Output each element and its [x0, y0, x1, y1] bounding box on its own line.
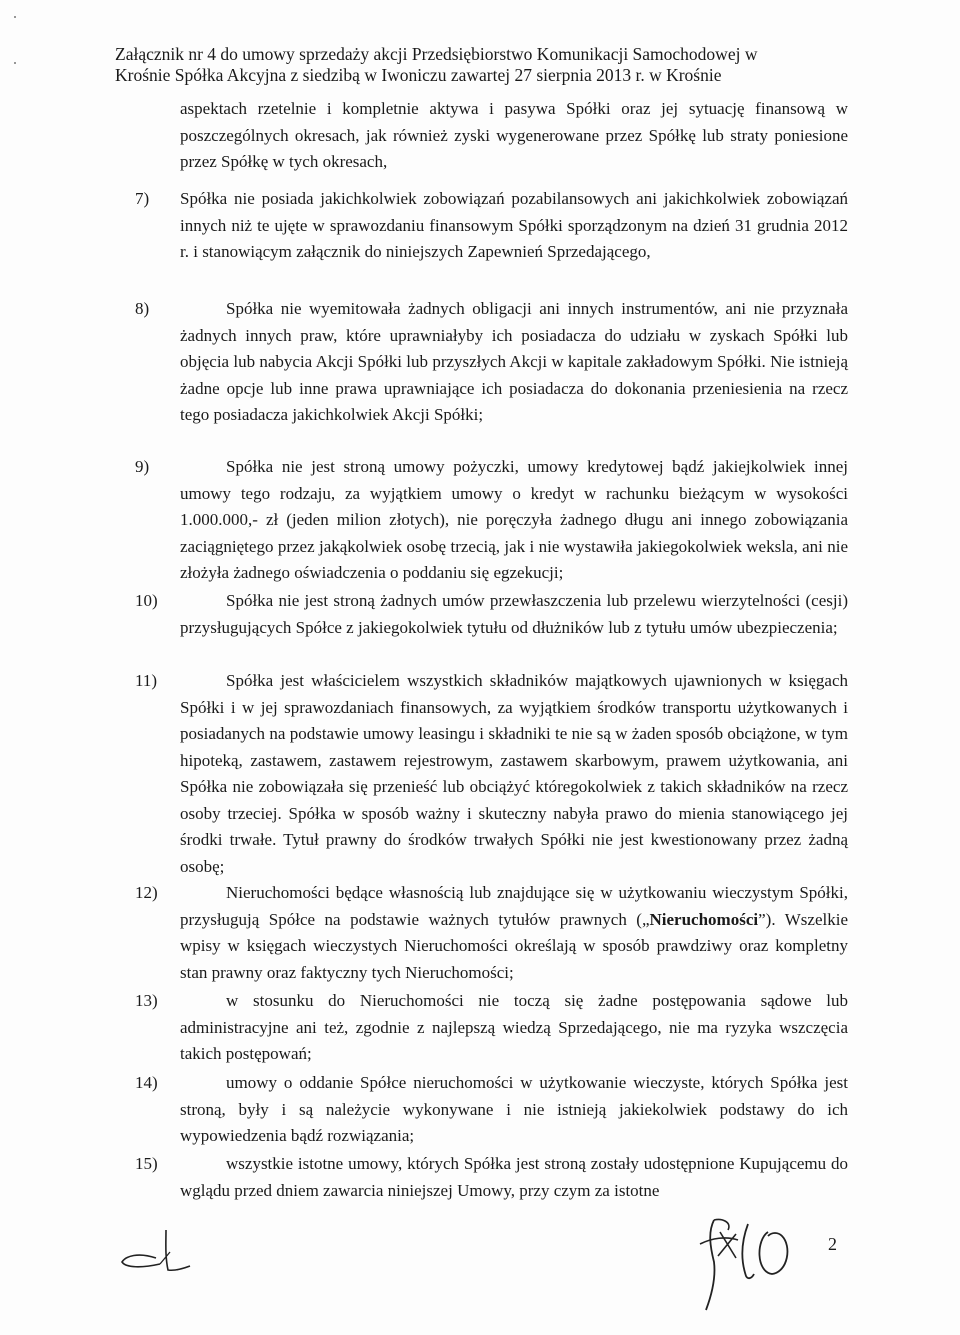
item-number: 13): [135, 991, 158, 1010]
list-item: [180, 296, 848, 429]
header-line-2: Krośnie Spółka Akcyjna z siedzibą w Iwoniczu zawartej 27 sierpnia 2013 r. w Krośnie: [115, 65, 722, 85]
item-number: 14): [135, 1073, 158, 1092]
scan-speck: [14, 62, 16, 64]
handwritten-signature-right: [692, 1210, 814, 1315]
defined-term: Nieruchomości: [649, 909, 759, 929]
list-item: [180, 186, 848, 266]
item-text: Spółka nie jest stroną umowy pożyczki, umowy kredytowej bądź jakiejkolwiek innej umowy tego rodzaju, za wyjątkiem umowy o kredyt w rachunku bieżącym w wysokości 1.000.000,- zł (jeden milion złotych), nie poręczyła żadnego długu ani innego zobowiązania zaciągniętego przez jakąkolwiek osobę trzecią, jak i nie wystawiła jakiegokolwiek weksla, ani nie złożyła żadnego oświadczenia o poddaniu się egzekucji;: [180, 457, 848, 582]
page-number: 2: [828, 1234, 837, 1254]
intro-paragraph: aspektach rzetelnie i kompletnie aktywa i pasywa Spółki oraz jej sytuację finansową w poszczególnych okresach, jak również zyski wygenerowane przez Spółkę lub straty poniesione przez Spółkę w tych okresach,: [180, 99, 848, 171]
handwritten-initial-left: [108, 1222, 208, 1278]
item-text-before: Nieruchomości będące własnością lub znajdujące się w użytkowaniu wieczystym Spółki, przysługują Spółce na podstawie ważnych tytułów prawnych („: [180, 883, 848, 929]
item-text: Spółka nie jest stroną żadnych umów przewłaszczenia lub przelewu wierzytelności (cesji) przysługujących Spółce z jakiegokolwiek tytułu od dłużników lub z tytułu umów ubezpieczenia;: [180, 591, 848, 637]
item-number: 7): [135, 189, 150, 208]
scan-speck: [14, 16, 16, 18]
list-item: [180, 988, 848, 1068]
item-number: 15): [135, 1154, 158, 1173]
item-number: 11): [135, 671, 158, 690]
list-item: [180, 880, 848, 986]
list-item: [180, 1151, 848, 1204]
list-item: [180, 454, 848, 587]
item-text-after: ”). Wszelkie wpisy w księgach wieczystych Nieruchomości określają w sposób prawdziwy oraz kompletny stan prawny oraz faktyczny tych Nieruchomości;: [180, 909, 848, 982]
item-text: umowy o oddanie Spółce nieruchomości w użytkowanie wieczyste, których Spółka jest stroną, były i są należycie wykonywane i nie istnieją jakiekolwiek podstawy do ich wypowiedzenia bądź rozwiązania;: [180, 1073, 848, 1145]
item-text: Spółka nie wyemitowała żadnych obligacji ani innych instrumentów, ani nie przyznała żadnych innych praw, które uprawniałyby ich posiadacza do udziału w zyskach Spółki lub objęcia lub nabycia Akcji Spółki lub przyszłych Akcji w kapitale zakładowym Spółki. Nie istnieją żadne opcje lub inne prawa uprawniające ich posiadacza do dokonania przeniesienia na rzecz tego posiadacza jakichkolwiek Akcji Spółki;: [180, 299, 848, 424]
document-header: [115, 44, 855, 86]
item-number: 12): [135, 883, 158, 902]
item-text: w stosunku do Nieruchomości nie toczą się żadne postępowania sądowe lub administracyjne ani też, zgodnie z najlepszą wiedzą Sprzedającego, nie ma ryzyka wszczęcia takich postępowań;: [180, 991, 848, 1063]
list-item: [180, 668, 848, 880]
item-number: 8): [135, 299, 150, 318]
list-item: [180, 1070, 848, 1150]
item-number: 9): [135, 457, 150, 476]
item-text: Spółka nie posiada jakichkolwiek zobowiązań pozabilansowych ani jakichkolwiek zobowiązań innych niż te ujęte w sprawozdaniu finansowym Spółki sporządzonym na dzień 31 grudnia 2012 r. i stanowiącym załącznik do niniejszych Zapewnień Sprzedającego,: [180, 189, 848, 261]
list-item: [180, 588, 848, 641]
item-number: 10): [135, 591, 158, 610]
item-text: Spółka jest właścicielem wszystkich składników majątkowych ujawnionych w księgach Spółki i w jej sprawozdaniach finansowych, za wyjątkiem środków transportu użytkowanych i posiadanych na podstawie umowy leasingu i składniki te nie są w żaden sposób obciążone, w tym hipoteką, zastawem, zastawem rejestrowym, zastawem skarbowym, prawem użytkowania, ani Spółka nie zobowiązała się przenieść lub obciążyć któregokolwiek z takich składników na rzecz osoby trzeciej. Spółka w sposób ważny i skuteczny nabyła prawo do mienia stanowiącego jej środki trwałe. Tytuł prawny do środków trwałych Spółki nie jest kwestionowany przez żadną osobę;: [180, 671, 848, 876]
item-text: wszystkie istotne umowy, których Spółka jest stroną zostały udostępnione Kupującemu do wglądu przed dniem zawarcia niniejszej Umowy, przy czym za istotne: [180, 1154, 848, 1200]
header-line-1: Załącznik nr 4 do umowy sprzedaży akcji Przedsiębiorstwo Komunikacji Samochodowej w: [115, 44, 758, 64]
